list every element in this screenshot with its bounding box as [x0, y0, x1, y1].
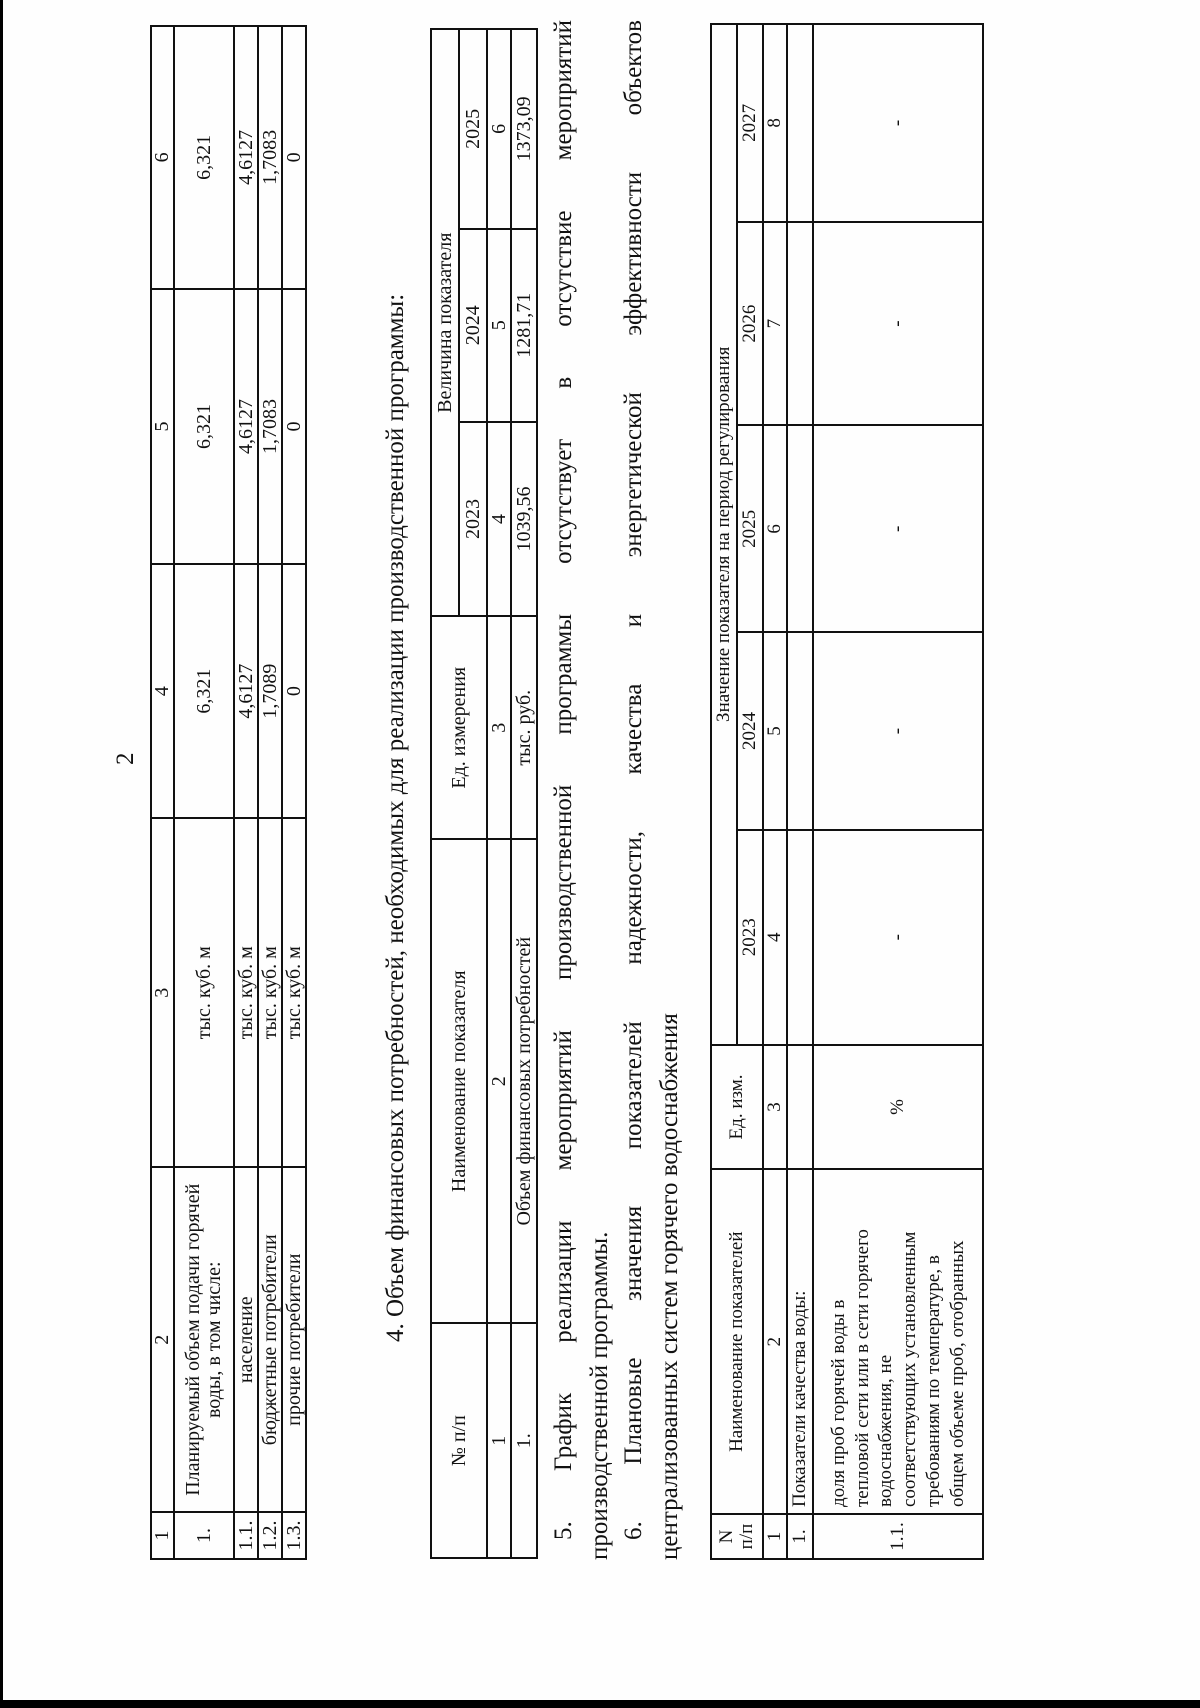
table-header-row: [763, 24, 787, 1559]
table-header-row: [711, 24, 737, 1559]
value-2027: -: [813, 24, 983, 222]
value-2023: -: [813, 830, 983, 1045]
table-header-row: [151, 26, 174, 1559]
header-number: N п/п: [711, 1514, 763, 1559]
row-name-line: требованиям по температуре, в: [922, 1255, 944, 1508]
table-row: [787, 24, 813, 1559]
column-number: 2: [487, 839, 511, 1323]
row-number: 1.2.: [258, 1512, 282, 1559]
column-number: 1: [487, 1323, 511, 1558]
row-unit: тыс. куб. м: [234, 818, 258, 1167]
quality-indicators-table: [710, 23, 984, 1560]
row-name: Объем финансовых потребностей: [511, 839, 537, 1323]
table-header-row: [487, 29, 511, 1558]
row-name: Планируемый объем подачи горячей воды, в том числе:: [174, 1167, 234, 1512]
column-number: 3: [151, 818, 174, 1167]
row-unit: тыс. куб. м: [282, 818, 306, 1167]
year-header: 2027: [737, 24, 763, 222]
value-2025: -: [813, 425, 983, 632]
section-5-line-2: производственной программы.: [586, 1231, 614, 1560]
row-number: 1.1.: [234, 1512, 258, 1559]
year-header: 2026: [737, 222, 763, 426]
row-name: бюджетные потребители: [258, 1167, 282, 1512]
empty-cell: [787, 24, 813, 222]
column-number: 4: [763, 830, 787, 1045]
row-name-line: общем объеме проб, отобранных: [946, 1240, 968, 1508]
row-unit: тыс. куб. м: [258, 818, 282, 1167]
empty-cell: [787, 830, 813, 1045]
empty-cell: [787, 425, 813, 632]
column-number: 3: [487, 616, 511, 839]
value-2023: 1,7089: [258, 564, 282, 818]
header-name: Наименование показателей: [711, 1169, 763, 1514]
value-2024: 6,321: [174, 289, 234, 565]
empty-cell: [787, 1045, 813, 1170]
value-2023: 1039,56: [511, 422, 537, 617]
row-unit: тыс. руб.: [511, 616, 537, 839]
section-6-line-1: 6. Плановые значения показателей надежности, качества и энергетической эффективности объектов: [620, 20, 647, 1540]
value-2024: 0: [282, 289, 306, 565]
column-number: 8: [763, 24, 787, 222]
header-unit: Ед. изм.: [711, 1045, 763, 1170]
column-number: 6: [151, 26, 174, 289]
table-row: [282, 26, 306, 1559]
group-name: Показатели качества воды:: [787, 1169, 813, 1514]
column-number: 4: [487, 422, 511, 617]
value-2023: 4,6127: [234, 564, 258, 818]
column-number: 1: [763, 1514, 787, 1559]
column-number: 3: [763, 1045, 787, 1170]
section-4-heading: 4. Объем финансовых потребностей, необходимых для реализации производственной программы:: [382, 293, 409, 1342]
row-number: 1.: [511, 1323, 537, 1558]
year-header: 2023: [737, 830, 763, 1045]
header-value: Значение показателя на период регулирования: [711, 24, 737, 1045]
section-6-line-2: централизованных систем горячего водоснабжения: [656, 1013, 684, 1560]
row-name-line: доля проб горячей воды в: [827, 1299, 849, 1508]
column-number: 4: [151, 564, 174, 818]
row-number: 1.1.: [813, 1514, 983, 1559]
column-number: 5: [487, 229, 511, 422]
rotated-document: [60, 0, 1130, 1560]
value-2025: 1,7083: [258, 26, 282, 289]
table-row: [234, 26, 258, 1559]
value-2023: 0: [282, 564, 306, 818]
column-number: 6: [487, 29, 511, 229]
value-2024: 4,6127: [234, 289, 258, 565]
section-6-text: [616, 20, 689, 1560]
column-number: 5: [763, 632, 787, 830]
row-number: 1.3.: [282, 1512, 306, 1559]
row-name-line: водоснабжения, не: [875, 1354, 897, 1508]
row-number: 1.: [787, 1514, 813, 1559]
column-number: 1: [151, 1512, 174, 1559]
column-number: 2: [151, 1167, 174, 1512]
row-name: население: [234, 1167, 258, 1512]
year-header: 2025: [459, 29, 487, 229]
year-header: 2025: [737, 425, 763, 632]
row-name-line: тепловой сети или в сети горячего: [851, 1229, 873, 1508]
value-2024: -: [813, 632, 983, 830]
table-row: [174, 26, 234, 1559]
financial-needs-table: [430, 28, 538, 1559]
value-2025: 0: [282, 26, 306, 289]
empty-cell: [787, 222, 813, 426]
value-2024: 1281,71: [511, 229, 537, 422]
column-number: 5: [151, 289, 174, 565]
value-2024: 1,7083: [258, 289, 282, 565]
row-name: [813, 1169, 983, 1514]
hot-water-volume-table: [150, 25, 307, 1560]
table-row: [258, 26, 282, 1559]
row-unit: %: [813, 1045, 983, 1170]
table-row: [813, 24, 983, 1559]
scan-edge-bottom: [0, 1700, 1200, 1708]
header-unit: Ед. измерения: [431, 616, 487, 839]
column-number: 7: [763, 222, 787, 426]
empty-cell: [787, 632, 813, 830]
table-header-row: [431, 29, 459, 1558]
year-header: 2024: [459, 229, 487, 422]
table-row: [511, 29, 537, 1558]
column-number: 6: [763, 425, 787, 632]
row-number: 1.: [174, 1512, 234, 1559]
section-5-line-1: 5. График реализации мероприятий производственной программы отсутствует в отсутствие мероприятий: [550, 20, 577, 1540]
value-2025: 1373,09: [511, 29, 537, 229]
row-name-line: соответствующих установленным: [899, 1231, 920, 1508]
row-name: прочие потребители: [282, 1167, 306, 1512]
value-2025: 4,6127: [234, 26, 258, 289]
section-5-text: [546, 20, 619, 1560]
row-unit: тыс. куб. м: [174, 818, 234, 1167]
year-header: 2024: [737, 632, 763, 830]
header-value: Величина показателя: [431, 29, 459, 616]
value-2026: -: [813, 222, 983, 426]
header-number: № п/п: [431, 1323, 487, 1558]
value-2023: 6,321: [174, 564, 234, 818]
page-number: 2: [112, 752, 139, 765]
column-number: 2: [763, 1169, 787, 1514]
scan-edge-left: [0, 0, 3, 1708]
value-2025: 6,321: [174, 26, 234, 289]
year-header: 2023: [459, 422, 487, 617]
header-name: Наименование показателя: [431, 839, 487, 1323]
